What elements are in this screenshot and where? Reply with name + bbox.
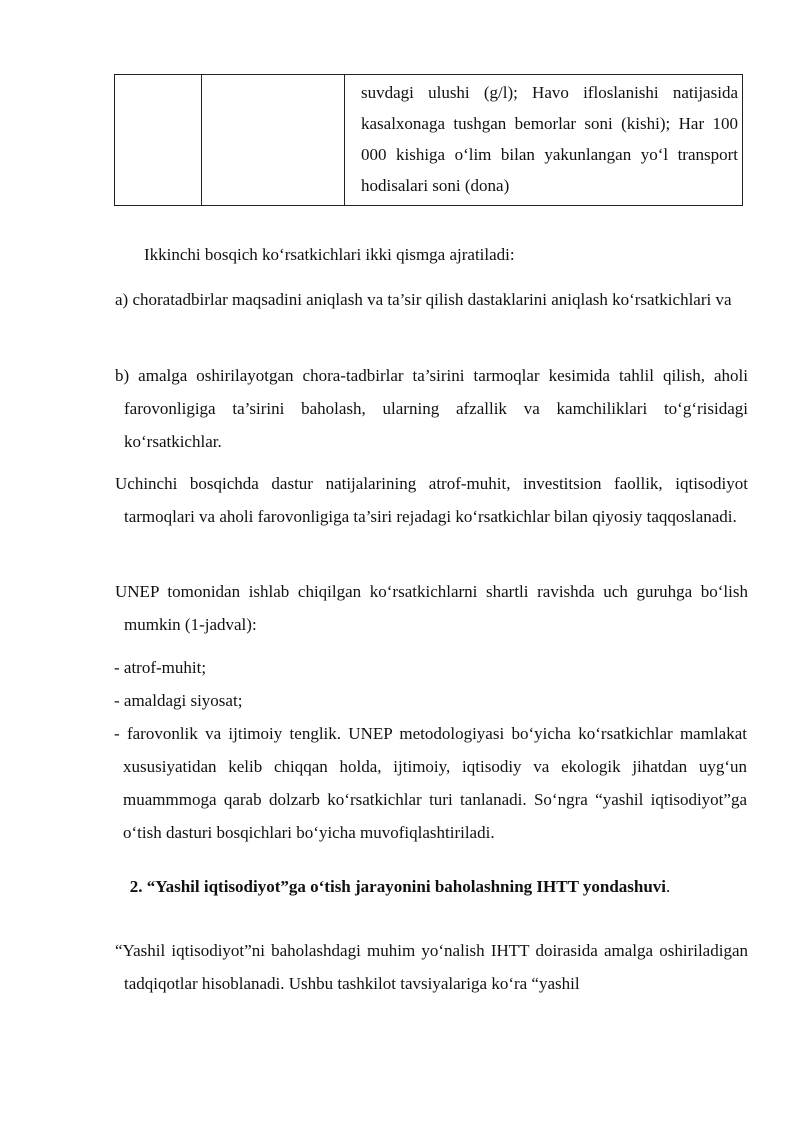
section-heading-text: 2. “Yashil iqtisodiyot”ga o‘tish jarayonini baholashning IHTT yondashuvi — [129, 877, 667, 896]
paragraph-item-a: a) choratadbirlar maqsadini aniqlash va ta’sir qilish dastaklarini aniqlash ko‘rsatkichlari va — [115, 290, 732, 309]
section-heading-period: . — [666, 877, 671, 896]
list-item-policy: - amaldagi siyosat; — [114, 691, 243, 710]
indicator-table-fragment — [114, 74, 743, 206]
paragraph-ihtt: “Yashil iqtisodiyot”ni baholashdagi muhim yo‘nalish IHTT doirasida amalga oshiriladigan tadqiqotlar hisoblanadi. Ushbu tashkilot tavsiyalariga ko‘ra “yashil — [115, 941, 748, 993]
list-item-welfare: - farovonlik va ijtimoiy tenglik. UNEP metodologiyasi bo‘yicha ko‘rsatkichlar mamlakat xususiyatidan kelib chiqqan holda, ijtimoiy, iqtisodiy va ekologik jihatdan uyg‘un muammmoga qarab dolzarb ko‘rsatkichlar turi tanlanadi. So‘ngra “yashil iqtisodiyot”ga o‘tish dasturi bosqichlari bo‘yicha muvofiqlashtiriladi. — [114, 724, 747, 842]
paragraph-item-b: b) amalga oshirilayotgan chora-tadbirlar ta’sirini tarmoqlar kesimida tahlil qilish, aholi farovonligiga ta’sirini baholash, ularning afzallik va kamchiliklari to‘g‘risidagi ko‘rsatkichlar. — [115, 366, 748, 451]
table-row — [115, 75, 743, 206]
table-cell-empty-2 — [202, 75, 345, 206]
paragraph-second-stage: Ikkinchi bosqich ko‘rsatkichlari ikki qismga ajratiladi: — [144, 245, 515, 264]
table-cell-empty-1 — [115, 75, 202, 206]
table-cell-indicators — [345, 75, 743, 206]
paragraph-unep-groups: UNEP tomonidan ishlab chiqilgan ko‘rsatkichlarni shartli ravishda uch guruhga bo‘lish mumkin (1-jadval): — [115, 582, 748, 634]
table-cell-text: suvdagi ulushi (g/l); Havo ifloslanishi natijasida kasalxonaga tushgan bemorlar soni (kishi); Har 100 000 kishiga o‘lim bilan yakunlangan yo‘l transport hodisalari soni (dona) — [361, 83, 738, 195]
section-heading — [0, 877, 800, 897]
paragraph-third-stage: Uchinchi bosqichda dastur natijalarining atrof-muhit, investitsion faollik, iqtisodiyot tarmoqlari va aholi farovonligiga ta’siri rejadagi ko‘rsatkichlar bilan qiyosiy taqqoslanadi. — [115, 474, 748, 526]
list-item-environment: - atrof-muhit; — [114, 658, 207, 677]
